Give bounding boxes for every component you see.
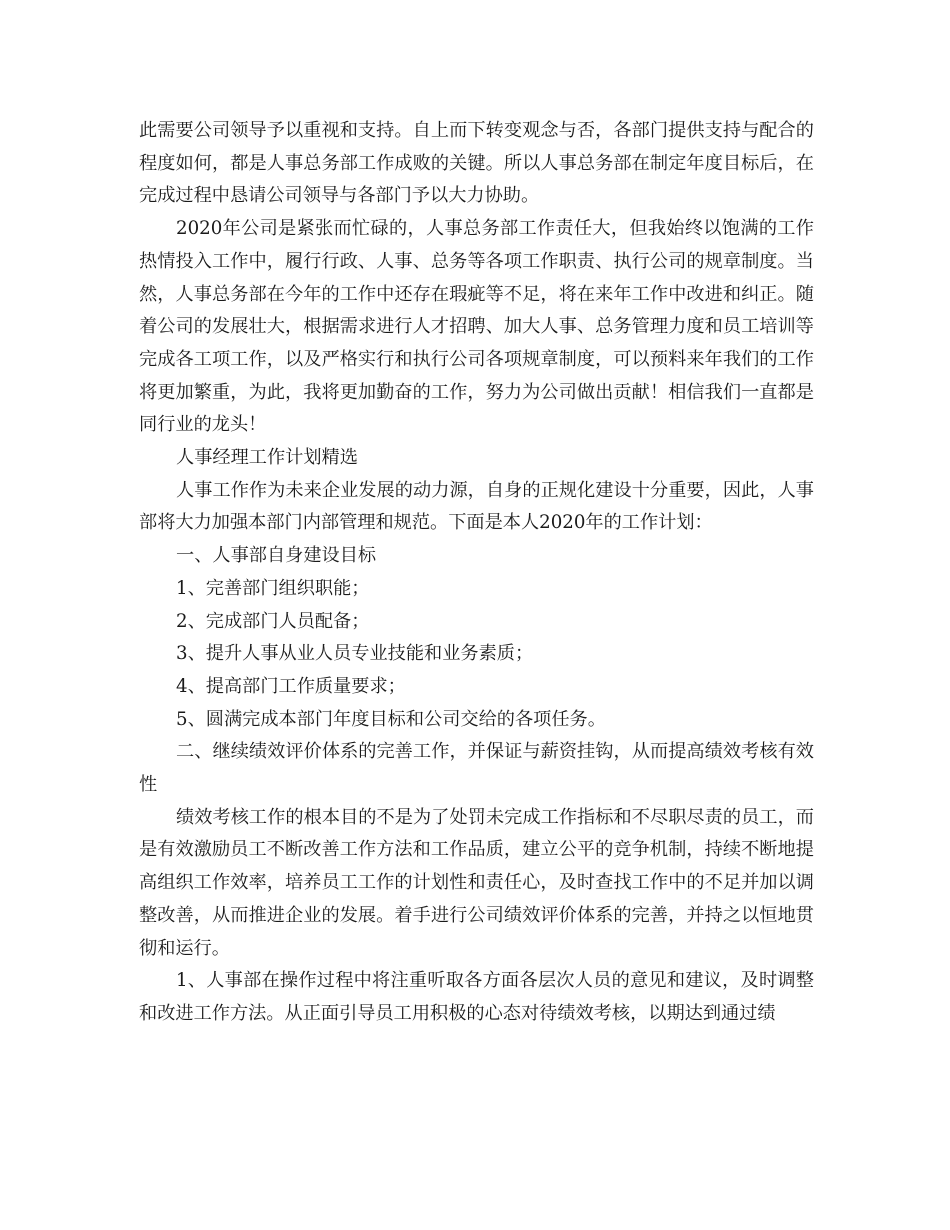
list-item: 2、完成部门人员配备； (176, 610, 370, 632)
paragraph-performance: 绩效考核工作的根本目的不是为了处罚未完成工作指标和不尽职尽责的员工，而是有效激励员工不断改善工作方法和工作品质，建立公平的竞争机制，持续不断地提高组织工作效率，培养员工工作的计划性和责任心，及时查找工作中的不足并加以调整改善，从而推进企业的发展。着手进行公司绩效评价体系的完善，并持之以恒地贯彻和运行。 (139, 806, 814, 959)
list-item: 3、提升人事从业人员专业技能和业务素质； (176, 643, 534, 665)
document-body (139, 115, 814, 1031)
heading-section-1: 一、人事部自身建设目标 (176, 545, 377, 567)
list-item: 4、提高部门工作质量要求； (176, 675, 406, 697)
paragraph-year-summary: 2020年公司是紧张而忙碌的，人事总务部工作责任大，但我始终以饱满的工作热情投入工作中，履行行政、人事、总务等各项工作职责、执行公司的规章制度。当然，人事总务部在今年的工作中还存在瑕疵等不足，将在来年工作中改进和纠正。随着公司的发展壮大，根据需求进行人才招聘、加大人事、总务管理力度和员工培训等完成各工项工作，以及严格实行和执行公司各项规章制度，可以预料来年我们的工作将更加繁重，为此，我将更加勤奋的工作，努力为公司做出贡献！相信我们一直都是同行业的龙头！ (139, 218, 814, 436)
paragraph-point-1: 1、人事部在操作过程中将注重听取各方面各层次人员的意见和建议，及时调整和改进工作方法。从正面引导员工用积极的心态对待绩效考核，以期达到通过绩 (139, 970, 814, 1024)
section-title: 人事经理工作计划精选 (176, 447, 358, 469)
list-item: 1、完善部门组织职能； (176, 577, 370, 599)
list-item: 5、圆满完成本部门年度目标和公司交给的各项任务。 (176, 708, 606, 730)
paragraph-continuation: 此需要公司领导予以重视和支持。自上而下转变观念与否，各部门提供支持与配合的程度如何，都是人事总务部工作成败的关键。所以人事总务部在制定年度目标后，在完成过程中恳请公司领导与各部门予以大力协助。 (139, 120, 814, 207)
heading-section-2: 二、继续绩效评价体系的完善工作，并保证与薪资挂钩，从而提高绩效考核有效性 (139, 741, 814, 796)
paragraph-intro: 人事工作作为未来企业发展的动力源，自身的正规化建设十分重要，因此，人事部将大力加强本部门内部管理和规范。下面是本人2020年的工作计划： (139, 479, 814, 534)
